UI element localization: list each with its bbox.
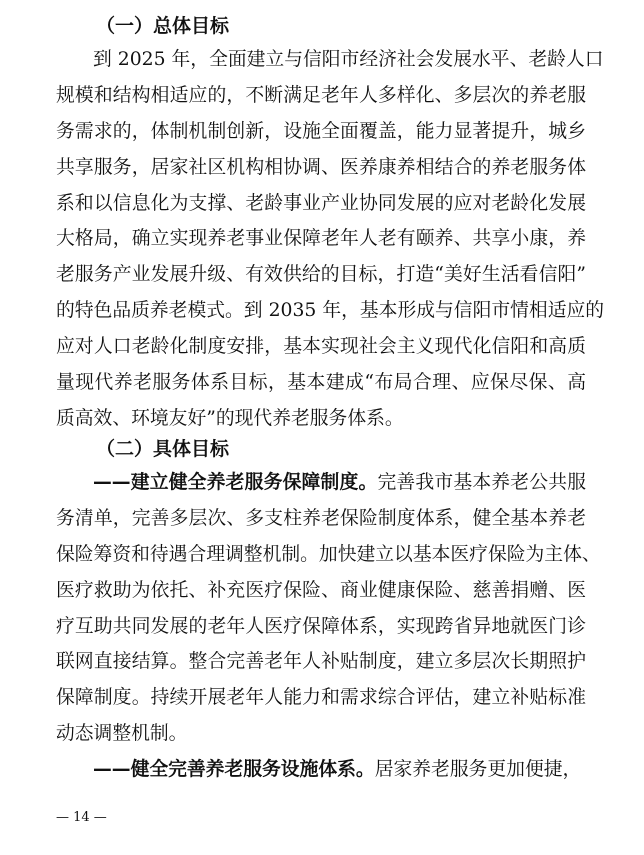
text-line: 规模和结构相适应的，不断满足老年人多样化、多层次的养老服 (56, 84, 586, 106)
item-lead: ——健全完善养老服务设施体系。 (93, 759, 375, 780)
text-line: 医疗救助为依托、补充医疗保险、商业健康保险、慈善捐赠、医 (56, 579, 586, 601)
text-line: 到 2025 年，全面建立与信阳市经济社会发展水平、老龄人口 (93, 49, 604, 70)
text-line: 疗互助共同发展的老年人医疗保障体系，实现跨省异地就医门诊 (56, 615, 586, 637)
text-line: 大格局，确立实现养老事业保障老年人老有颐养、共享小康，养 (56, 228, 586, 250)
item-text: 完善我市基本养老公共服 (377, 472, 586, 493)
text-line (56, 752, 586, 788)
text-line: 联网直接结算。整合完善老年人补贴制度，建立多层次长期照护 (56, 651, 586, 673)
text-line: 量现代养老服务体系目标，基本建成“布局合理、应保尽保、高 (56, 372, 586, 394)
paragraph-facility-system (56, 752, 586, 788)
text-line: 老服务产业发展升级、有效供给的目标，打造“美好生活看信阳” (56, 264, 586, 286)
text-line: 系和以信息化为支撑、老龄事业产业协同发展的应对老龄化发展 (56, 192, 586, 214)
text-line: 的特色品质养老模式。到 2035 年，基本形成与信阳市情相适应的 (56, 300, 605, 322)
text-line: 共享服务，居家社区机构相协调、医养康养相结合的养老服务体 (56, 156, 586, 178)
section-heading-overall-goals: （一）总体目标 (96, 15, 230, 37)
text-line: 质高效、环境友好”的现代养老服务体系。 (56, 407, 404, 429)
item-lead: ——建立健全养老服务保障制度。 (93, 472, 378, 493)
text-line: 应对人口老龄化制度安排，基本实现社会主义现代化信阳和高质 (56, 336, 586, 358)
text-line: 保障制度。持续开展老年人能力和需求综合评估，建立补贴标准 (56, 687, 586, 709)
text-line: 动态调整机制。 (56, 723, 188, 745)
paragraph-security-system (56, 465, 601, 752)
text-line: 保险筹资和待遇合理调整机制。加快建立以基本医疗保险为主体、 (56, 543, 601, 565)
text-line: 务需求的，体制机制创新，设施全面覆盖，能力显著提升，城乡 (56, 120, 586, 142)
page-number: — 14 — (56, 810, 107, 825)
paragraph-overall-goals (56, 42, 605, 437)
item-text: 居家养老服务更加便捷， (374, 759, 582, 780)
text-line (56, 465, 586, 501)
section-heading-specific-goals: （二）具体目标 (96, 438, 230, 460)
text-line: 务清单，完善多层次、多支柱养老保险制度体系，健全基本养老 (56, 507, 586, 529)
